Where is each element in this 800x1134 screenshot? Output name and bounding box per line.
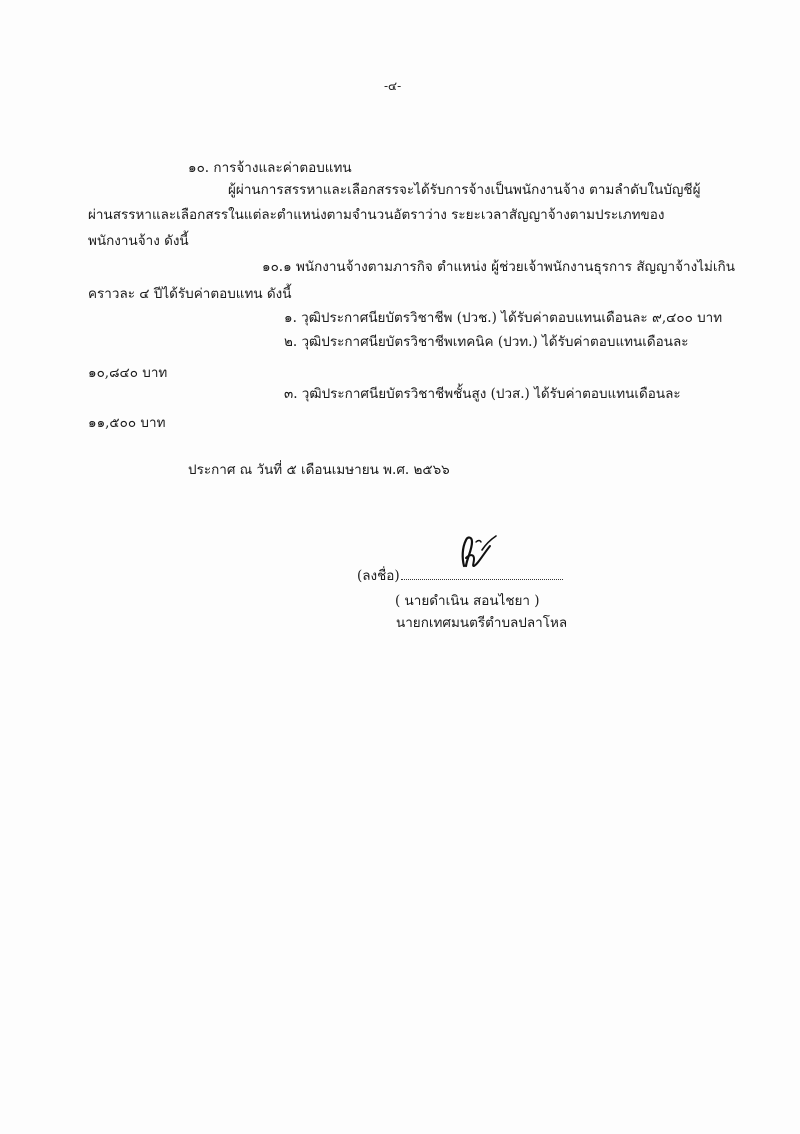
paragraph-line-2: ผ่านสรรหาและเลือกสรรในแต่ละตำแหน่งตามจำนวนอัตราว่าง ระยะเวลาสัญญาจ้างตามประเภทของ xyxy=(88,207,665,223)
paragraph-line-1: ผู้ผ่านการสรรหาและเลือกสรรจะได้รับการจ้างเป็นพนักงานจ้าง ตามลำดับในบัญชีผู้ xyxy=(228,182,701,198)
announcement-date: ประกาศ ณ วันที่ ๕ เดือนเมษายน พ.ศ. ๒๕๖๖ xyxy=(188,462,450,478)
paragraph-line-3: พนักงานจ้าง ดังนี้ xyxy=(88,233,189,249)
signatory-name: ( นายดำเนิน สอนไชยา ) xyxy=(395,593,540,609)
subsection-line-2: คราวละ ๔ ปีได้รับค่าตอบแทน ดังนี้ xyxy=(88,286,292,302)
signature-line xyxy=(357,566,563,586)
list-item-3-amount: ๑๑,๕๐๐ บาท xyxy=(88,415,166,431)
list-item-2: ๒. วุฒิประกาศนียบัตรวิชาชีพเทคนิค (ปวท.) ได้รับค่าตอบแทนเดือนละ xyxy=(284,334,689,350)
list-item-3: ๓. วุฒิประกาศนียบัตรวิชาชีพชั้นสูง (ปวส.) ได้รับค่าตอบแทนเดือนละ xyxy=(284,386,681,402)
list-item-1: ๑. วุฒิประกาศนียบัตรวิชาชีพ (ปวช.) ได้รับค่าตอบแทนเดือนละ ๙,๔๐๐ บาท xyxy=(284,310,723,326)
section-heading: ๑๐. การจ้างและค่าตอบแทน xyxy=(188,160,352,176)
sign-label: (ลงชื่อ) xyxy=(357,568,400,584)
subsection-line-1: ๑๐.๑ พนักงานจ้างตามภารกิจ ตำแหน่ง ผู้ช่วยเจ้าพนักงานธุรการ สัญญาจ้างไม่เกิน xyxy=(262,259,735,275)
signatory-position: นายกเทศมนตรีตำบลปลาโหล xyxy=(396,615,568,631)
list-item-2-amount: ๑๐,๘๔๐ บาท xyxy=(88,365,168,381)
signature-dotted-line xyxy=(401,567,563,580)
page-number: -๔- xyxy=(384,79,402,93)
